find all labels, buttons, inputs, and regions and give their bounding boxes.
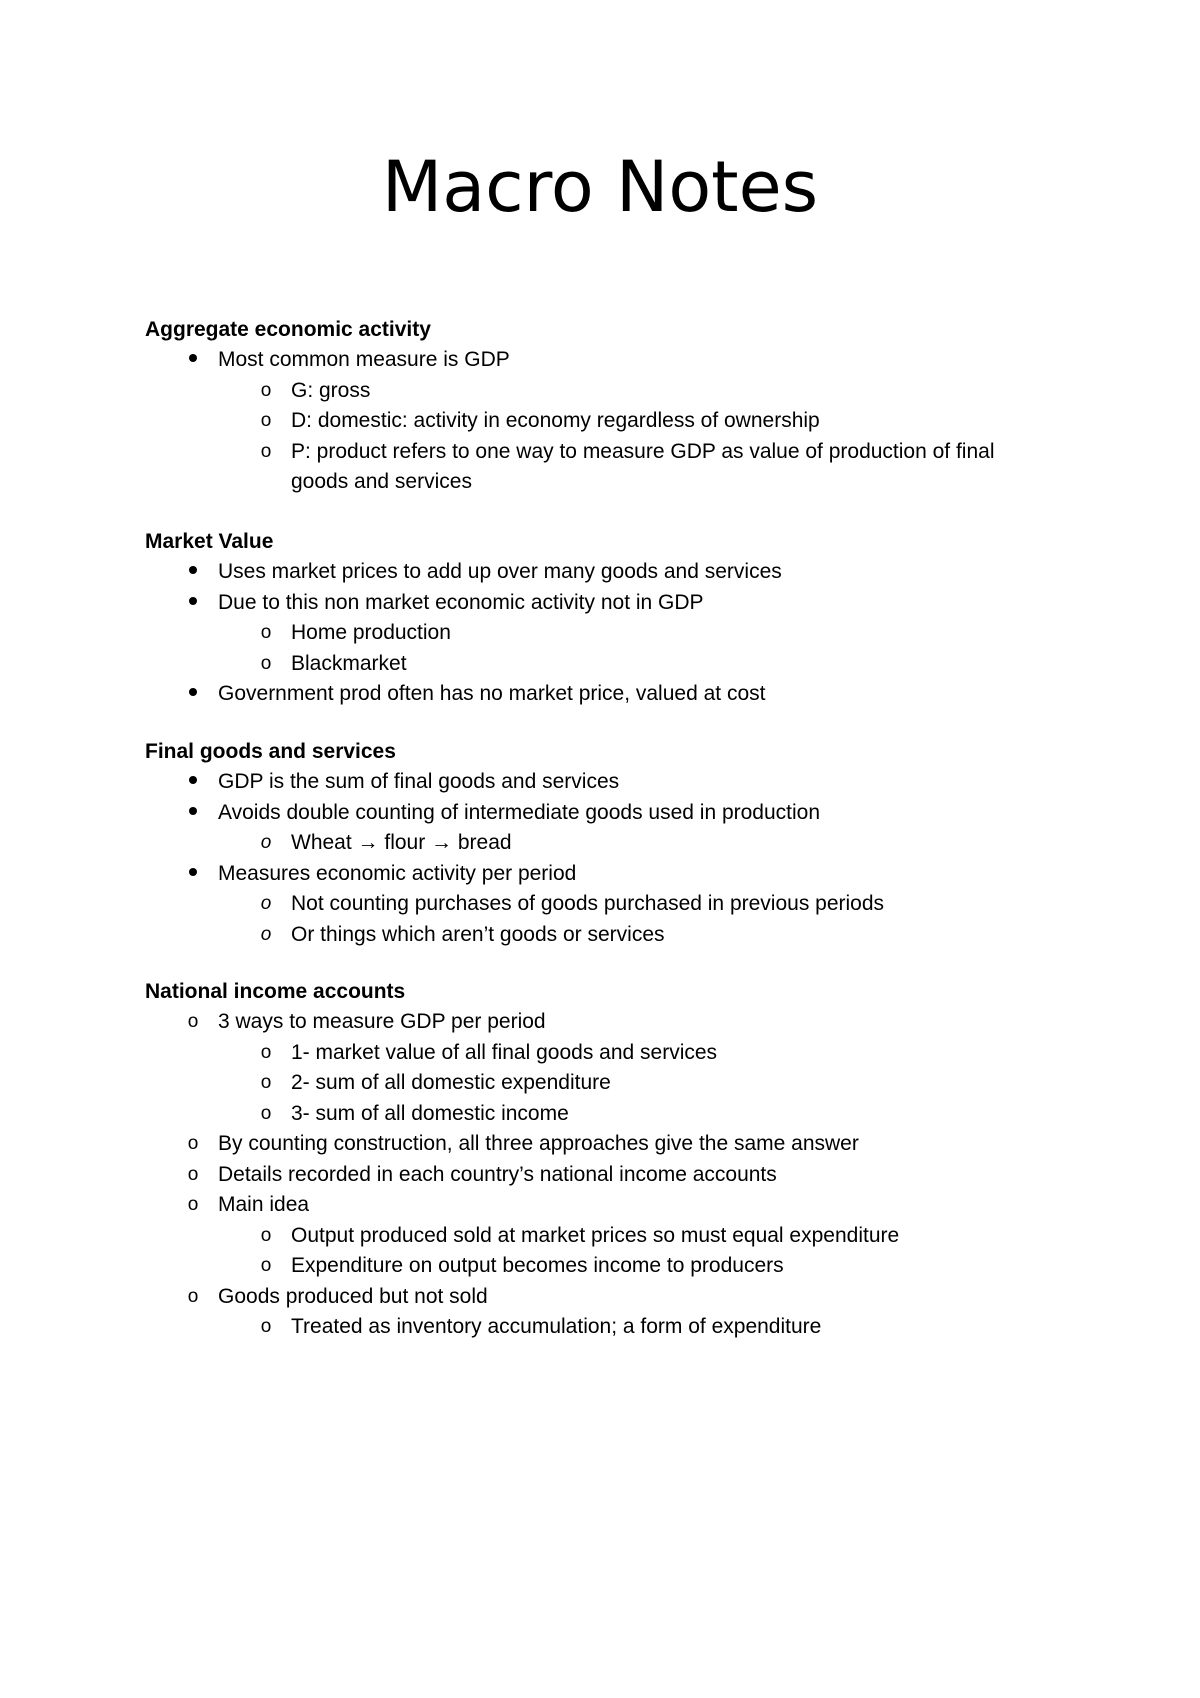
section-market-value bbox=[145, 527, 1105, 710]
list-item-text: GDP is the sum of final goods and services bbox=[218, 770, 620, 793]
list-item bbox=[145, 1221, 1105, 1252]
circle-marker: o bbox=[187, 1011, 199, 1032]
list-item-text: P: product refers to one way to measure GDP as value of production of final goods and services bbox=[291, 439, 995, 493]
page-title: Macro Notes bbox=[381, 146, 819, 228]
bullet-marker bbox=[181, 798, 205, 829]
section-heading: Market Value bbox=[145, 530, 274, 553]
list-item bbox=[145, 345, 1105, 376]
list-item-text: Not counting purchases of goods purchased in previous periods bbox=[291, 892, 885, 915]
list-item bbox=[145, 1129, 1105, 1160]
list-item bbox=[145, 920, 1105, 951]
circle-marker: o bbox=[260, 410, 272, 431]
circle-marker: o bbox=[260, 652, 272, 674]
list-item bbox=[145, 1038, 1105, 1069]
list-item bbox=[145, 1282, 1105, 1313]
circle-marker: o bbox=[260, 1224, 272, 1246]
section-heading: National income accounts bbox=[145, 980, 406, 1003]
circle-marker: o bbox=[260, 1041, 272, 1063]
list-item bbox=[145, 1007, 1105, 1038]
list-item bbox=[145, 1160, 1105, 1191]
section-heading: Aggregate economic activity bbox=[145, 318, 431, 341]
list-item bbox=[145, 437, 1105, 498]
circle-marker: o bbox=[260, 923, 272, 945]
circle-marker: o bbox=[260, 622, 272, 643]
section-aggregate-economic-activity bbox=[145, 315, 1105, 498]
list-item-text: Government prod often has no market price, valued at cost bbox=[218, 682, 766, 705]
circle-marker: o bbox=[260, 379, 272, 401]
list-item bbox=[145, 889, 1105, 920]
list-item bbox=[145, 1068, 1105, 1099]
circle-marker: o bbox=[260, 832, 272, 853]
list-item-text: Uses market prices to add up over many goods and services bbox=[218, 560, 782, 583]
list-item-text: Avoids double counting of intermediate goods used in production bbox=[218, 800, 821, 824]
list-item bbox=[145, 376, 1105, 407]
section-final-goods-and-services bbox=[145, 737, 1105, 950]
list-item-text: Details recorded in each country’s national income accounts bbox=[218, 1162, 777, 1186]
list-item-text: Treated as inventory accumulation; a form of expenditure bbox=[291, 1315, 822, 1338]
list-item-text: Expenditure on output becomes income to producers bbox=[291, 1254, 784, 1277]
bullet-marker bbox=[181, 345, 205, 376]
circle-marker: o bbox=[187, 1285, 199, 1307]
list-item-text: 3- sum of all domestic income bbox=[291, 1101, 569, 1125]
section-heading: Final goods and services bbox=[145, 740, 396, 763]
list-item bbox=[145, 828, 1105, 859]
list-item-text: Goods produced but not sold bbox=[218, 1284, 488, 1308]
list-item-text: 2- sum of all domestic expenditure bbox=[291, 1071, 611, 1094]
list-item bbox=[145, 859, 1105, 890]
list-item-text: Due to this non market economic activity not in GDP bbox=[218, 590, 704, 614]
circle-marker: o bbox=[260, 440, 272, 462]
bullet-marker bbox=[181, 588, 205, 619]
list-item-text: Most common measure is GDP bbox=[218, 348, 510, 371]
list-item bbox=[145, 557, 1105, 588]
circle-marker: o bbox=[187, 1163, 199, 1185]
list-item-text: G: gross bbox=[291, 378, 371, 402]
list-item bbox=[145, 798, 1105, 829]
circle-marker: o bbox=[187, 1133, 199, 1154]
circle-marker: o bbox=[260, 1316, 272, 1337]
list-item bbox=[145, 588, 1105, 619]
list-item bbox=[145, 1251, 1105, 1282]
list-item bbox=[145, 406, 1105, 437]
bullet-marker bbox=[181, 557, 205, 588]
list-item bbox=[145, 618, 1105, 649]
circle-marker: o bbox=[260, 1072, 272, 1093]
circle-marker: o bbox=[260, 893, 272, 914]
circle-marker: o bbox=[260, 1102, 272, 1124]
list-item bbox=[145, 1312, 1105, 1343]
list-item-text: Or things which aren’t goods or services bbox=[291, 922, 665, 946]
list-item-text: Measures economic activity per period bbox=[218, 861, 577, 885]
circle-marker: o bbox=[260, 1255, 272, 1276]
list-item bbox=[145, 1190, 1105, 1221]
list-item-text: Blackmarket bbox=[291, 651, 407, 675]
circle-marker: o bbox=[187, 1194, 199, 1215]
list-item bbox=[145, 1099, 1105, 1130]
list-item-text: 3 ways to measure GDP per period bbox=[218, 1010, 546, 1033]
list-item bbox=[145, 767, 1105, 798]
list-item-text: Output produced sold at market prices so must equal expenditure bbox=[291, 1223, 900, 1247]
list-item bbox=[145, 679, 1105, 710]
bullet-marker bbox=[181, 859, 205, 890]
bullet-marker bbox=[181, 767, 205, 798]
list-item-text: By counting construction, all three approaches give the same answer bbox=[218, 1132, 859, 1155]
list-item-text: Wheat → flour → bread bbox=[291, 831, 512, 854]
list-item-text: D: domestic: activity in economy regardless of ownership bbox=[291, 409, 820, 432]
list-item-text: 1- market value of all final goods and services bbox=[291, 1040, 718, 1064]
bullet-marker bbox=[181, 679, 205, 710]
list-item-text: Main idea bbox=[218, 1193, 310, 1216]
list-item bbox=[145, 649, 1105, 680]
list-item-text: Home production bbox=[291, 621, 451, 644]
section-national-income-accounts bbox=[145, 977, 1105, 1343]
